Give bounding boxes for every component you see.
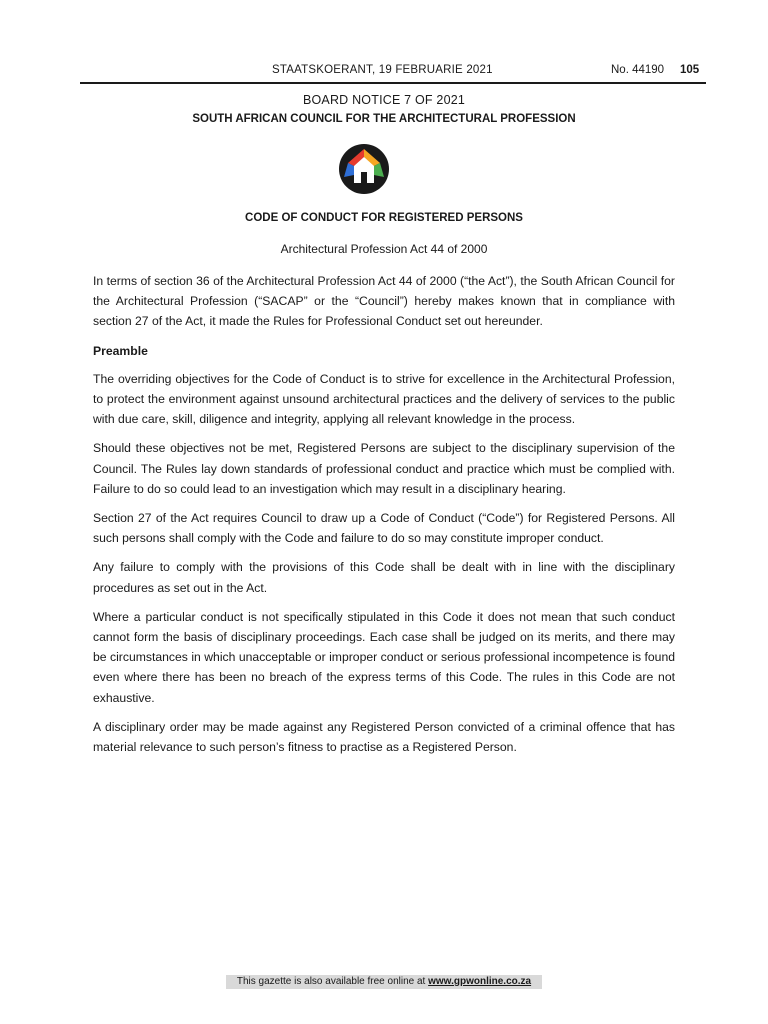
- body-paragraph: Where a particular conduct is not specifically stipulated in this Code it does not mean that such conduct cannot form the basis of disciplinary proceedings. Each case shall be judged on its merits, and there may be circumstances in which unacceptable or improper conduct or serious professional incompetence is found even where there has been no breach of the express terms of this Code. The rules in this Code are not exhaustive.: [93, 609, 675, 705]
- gazette-header: [80, 62, 706, 84]
- gpwonline-link[interactable]: www.gpwonline.co.za: [428, 976, 532, 987]
- code-title: CODE OF CONDUCT FOR REGISTERED PERSONS: [245, 212, 523, 224]
- gazette-date-line: STAATSKOERANT, 19 FEBRUARIE 2021: [272, 64, 493, 76]
- footer-text: This gazette is also available free online at: [236, 976, 429, 987]
- gazette-number: No. 44190: [611, 64, 665, 76]
- board-notice-title: BOARD NOTICE 7 OF 2021: [302, 93, 466, 107]
- page-number: 105: [680, 64, 700, 76]
- document-body: [93, 271, 675, 766]
- body-paragraph: Section 27 of the Act requires Council to draw up a Code of Conduct (“Code”) for Registered Persons. All such persons shall comply with the Code and failure to do so may constitute improper conduct.: [93, 511, 675, 546]
- council-name: SOUTH AFRICAN COUNCIL FOR THE ARCHITECTURAL PROFESSION: [192, 113, 576, 125]
- body-paragraph: The overriding objectives for the Code of Conduct is to strive for excellence in the Architectural Profession, to protect the environment against unsound architectural practices and the delivery of services to the public with due care, skill, diligence and integrity, applying all relevant knowledge in the process.: [93, 371, 675, 427]
- act-title: Architectural Profession Act 44 of 2000: [280, 242, 488, 256]
- body-paragraph: Should these objectives not be met, Registered Persons are subject to the disciplinary supervision of the Council. The Rules lay down standards of professional conduct and practice which must be complied with. Failure to do so could lead to an investigation which may result in a disciplinary hearing.: [93, 441, 675, 496]
- gazette-footer: [226, 975, 542, 989]
- body-paragraph: A disciplinary order may be made against any Registered Person convicted of a criminal offence that has material relevance to such person’s fitness to practise as a Registered Person.: [93, 719, 675, 755]
- intro-paragraph: In terms of section 36 of the Architectural Profession Act 44 of 2000 (“the Act”), the South African Council for the Architectural Profession (“SACAP” or the “Council”) hereby makes known that in compliance with section 27 of the Act, it made the Rules for Professional Conduct set out hereunder.: [93, 274, 675, 329]
- preamble-heading: Preamble: [93, 343, 148, 358]
- body-paragraph: Any failure to comply with the provisions of this Code shall be dealt with in line with the disciplinary procedures as set out in the Act.: [93, 560, 675, 595]
- sacap-house-logo-icon: [334, 143, 394, 195]
